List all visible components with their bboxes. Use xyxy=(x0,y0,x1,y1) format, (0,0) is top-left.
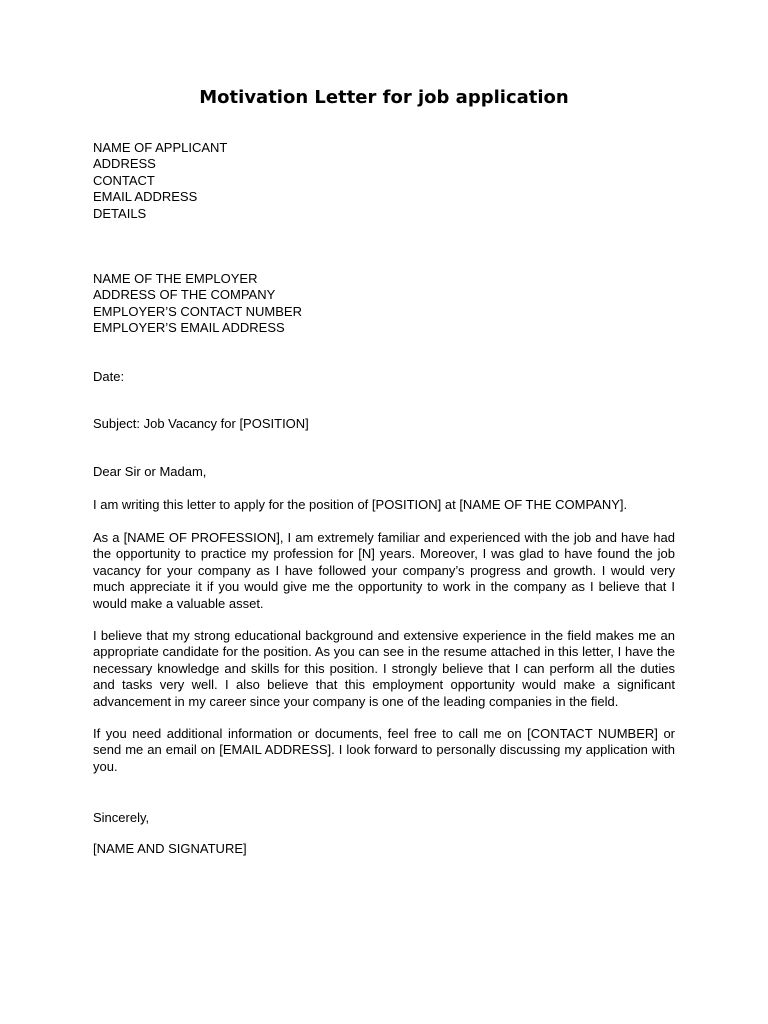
employer-email: EMPLOYER’S EMAIL ADDRESS xyxy=(93,320,285,336)
employer-details xyxy=(93,271,675,337)
employer-name: NAME OF THE EMPLOYER xyxy=(93,271,258,286)
document-title: Motivation Letter for job application xyxy=(199,87,569,108)
paragraph-contact: If you need additional information or documents, feel free to call me on [CONTACT NUMBER] or send me an email on [EMAIL ADDRESS]. I look forward to personally discussing my application with you. xyxy=(93,726,675,774)
signature-placeholder: [NAME AND SIGNATURE] xyxy=(93,841,247,856)
employer-contact-number: EMPLOYER’S CONTACT NUMBER xyxy=(93,303,302,319)
date-line: Date: xyxy=(93,369,125,384)
applicant-address: ADDRESS xyxy=(93,156,156,172)
applicant-details xyxy=(93,140,675,222)
applicant-contact: CONTACT xyxy=(93,172,155,188)
subject-line: Subject: Job Vacancy for [POSITION] xyxy=(93,416,309,431)
company-address: ADDRESS OF THE COMPANY xyxy=(93,287,276,303)
salutation: Dear Sir or Madam, xyxy=(93,464,207,479)
applicant-name: NAME OF APPLICANT xyxy=(93,140,228,155)
applicant-email: EMAIL ADDRESS xyxy=(93,189,198,205)
paragraph-qualifications: I believe that my strong educational background and extensive experience in the field makes me an appropriate candidate for the position. As you can see in the resume attached in this letter, I have the necessary knowledge and skills for this position. I strongly believe that I can perform all the duties and tasks very well. I also believe that this employment opportunity would make a significant advancement in my career since your company is one of the leading companies in the field. xyxy=(93,628,675,709)
closing: Sincerely, xyxy=(93,810,150,825)
applicant-other-details: DETAILS xyxy=(93,205,147,221)
paragraph-experience: As a [NAME OF PROFESSION], I am extremely familiar and experienced with the job and have had the opportunity to practice my profession for [N] years. Moreover, I was glad to have found the job vacancy for your company as I have followed your company’s progress and growth. I would very much appreciate it if you would give me the opportunity to work in the company as I believe that I would make a valuable asset. xyxy=(93,530,675,611)
paragraph-intro: I am writing this letter to apply for the position of [POSITION] at [NAME OF THE COMPANY]. xyxy=(93,497,628,512)
